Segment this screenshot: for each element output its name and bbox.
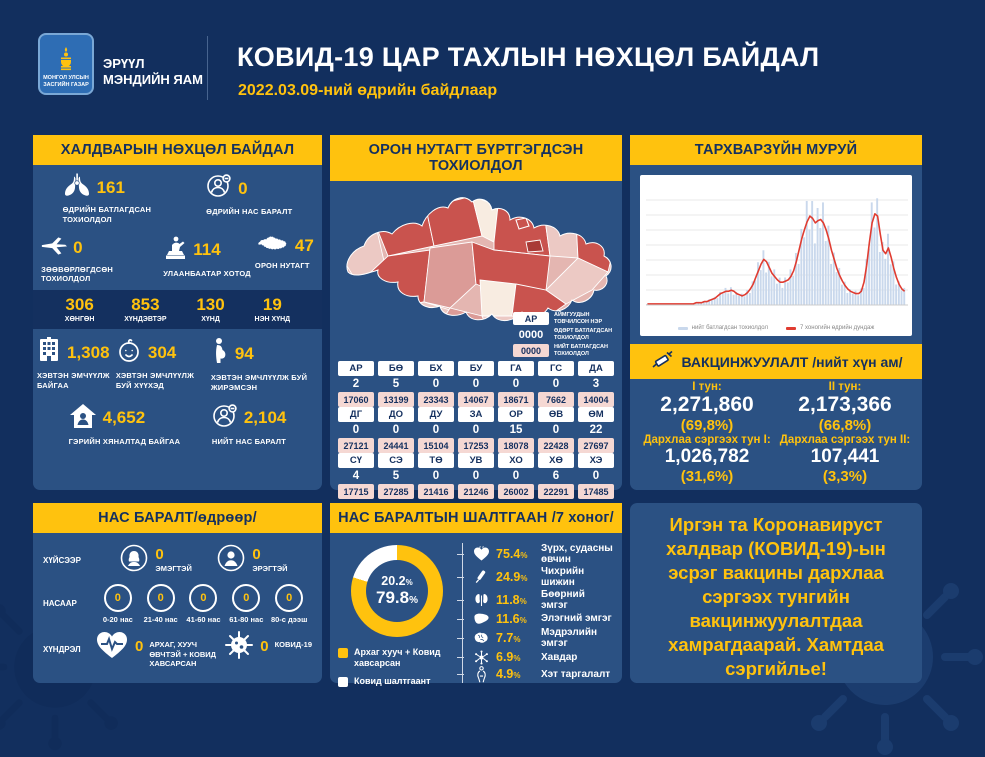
stat-label: ӨДРИЙН НАС БАРАЛТ [206,207,293,216]
region-total-cases: 26002 [498,484,534,499]
cause-row: 24.9% Чихрийн шижин [465,566,614,588]
region-code-cell: ТӨ [418,453,454,468]
region-total-cases: 18671 [498,392,534,407]
region-total-cases: 21246 [458,484,494,499]
stat-value: 4,652 [102,408,146,427]
region-column [458,453,494,499]
booster-1: Дархлаа сэргээх тун I: 1,026,782 (31,6%) [643,434,771,485]
region-column [418,407,454,453]
region-daily-cases: 0 [352,424,360,436]
male-deaths: 0 ЭРЭГТЭЙ [216,543,287,578]
deaths-by-age: НАСААР 0 0-20 нас 0 21-40 нас 0 41-60 нас 0 61-80 нас 0 80-с дээш [43,584,312,624]
stat-label: ГЭРИЙН ХЯНАЛТАД БАЙГАА [68,436,181,446]
body-icon [471,666,491,683]
region-daily-cases: 0 [472,470,480,482]
stat-label: УЛААНБААТАР ХОТОД [163,268,251,278]
region-code-cell: ДГ [338,407,374,422]
stat-total-deaths [212,403,287,447]
logo-text-line2: ЗАСГИЙН ГАЗАР [43,82,89,89]
region-daily-cases: 5 [392,470,400,482]
booster-2: Дархлаа сэргээх тун II: 107,441 (3,3%) [779,434,911,485]
curve-panel [630,135,922,490]
person-death-icon [206,173,232,204]
region-daily-cases: 6 [552,470,560,482]
age-group: 0 41-60 нас [183,584,223,624]
stat-label: ХЭВТЭН ЭМЧҮҮЛЖ БАЙГАА [37,371,110,390]
causes-panel [330,503,622,686]
chart-legend [642,324,910,335]
region-code-cell: СҮ [338,453,374,468]
stat-label: ОРОН НУТАГТ [254,260,310,270]
cancer-cell-icon [471,650,491,665]
person-death-icon [212,403,238,434]
stat-pregnant [211,337,318,393]
heart-pulse-icon [95,630,129,665]
region-total-cases: 24441 [378,438,414,453]
region-column [458,407,494,453]
region-daily-cases: 0 [512,378,520,390]
cause-list [462,543,614,683]
region-code-cell: БӨ [378,361,414,376]
stat-value: 94 [234,343,254,363]
female-icon [119,543,149,578]
region-daily-cases: 0 [392,424,400,436]
region-code-cell: БХ [418,361,454,376]
liver-icon [471,612,491,626]
stat-value: 1,308 [67,342,110,362]
region-code-cell: ГС [538,361,574,376]
region-total-cases: 21416 [418,484,454,499]
header-divider [207,36,208,100]
page-subtitle: 2022.03.09-ний өдрийн байдлаар [238,82,498,99]
region-table-group [338,407,614,453]
causes-panel-title: НАС БАРАЛТЫН ШАЛТГААН /7 хоног/ [330,503,622,533]
region-column [498,407,534,453]
soyombo-icon [59,47,73,73]
page-title: КОВИД-19 ЦАР ТАХЛЫН НӨХЦӨЛ БАЙДАЛ [237,42,820,72]
region-table-group [338,453,614,499]
deaths-by-gender: ХҮЙСЭЭР 0 ЭМЭГТЭЙ 0 ЭРЭГТЭЙ [43,543,312,578]
region-total-cases: 15104 [418,438,454,453]
chart-legend-bars: нийт батлагдсан тохиолдол [678,325,768,331]
stat-value: 114 [193,240,221,259]
vaccination-stats [630,379,922,493]
age-group: 0 0-20 нас [98,584,138,624]
statue-icon [163,235,187,266]
donut-legend-item: Архаг хууч + Ковид хавсарсан [338,647,456,670]
region-total-cases: 22428 [538,438,574,453]
death-cause-donut: 20.2% 79.8% [351,545,443,637]
stat-value: 161 [96,177,125,197]
region-total-cases: 17060 [338,392,374,407]
region-code-cell: ЗА [458,407,494,422]
mongolia-map [330,181,622,359]
region-table [330,359,622,505]
stat-daily-confirmed [63,173,181,225]
deaths-panel-title: НАС БАРАЛТ/өдрөөр/ [33,503,322,533]
region-code-cell: ХЭ [578,453,614,468]
public-message: Иргэн та Коронавируст халдвар (КОВИД-19)-ын эсрэг вакцины дархлаа сэргээх тунгийн вакцинжуулалтдаа хамрагдаарай. Хамтдаа сэргийлье! [666,514,886,680]
region-column [578,407,614,453]
male-icon [216,543,246,578]
cause-row: 11.8% Бөөрний эмгэг [465,589,614,611]
region-daily-cases: 0 [432,424,440,436]
region-code-cell: БУ [458,361,494,376]
diabetes-pen-icon [471,569,491,585]
baby-icon [116,337,142,368]
region-daily-cases: 0 [512,470,520,482]
kidney-icon [471,592,491,608]
region-column [378,453,414,499]
age-group: 0 61-80 нас [226,584,266,624]
stat-transported [41,235,159,285]
region-total-cases: 27697 [578,438,614,453]
region-code-cell: УВ [458,453,494,468]
region-column [538,453,574,499]
region-column [498,453,534,499]
stat-provinces [255,235,314,271]
map-legend [513,312,616,357]
region-total-cases: 22291 [538,484,574,499]
region-column [418,453,454,499]
region-total-cases: 17715 [338,484,374,499]
stat-label: ХЭВТЭН ЭМЧЛҮҮЛЖ БУЙ ХҮҮХЭД [115,371,195,390]
region-daily-cases: 5 [392,378,400,390]
dose-1: I тун: 2,271,860 (69,8%) [660,381,754,435]
infection-panel-title: ХАЛДВАРЫН НӨХЦӨЛ БАЙДАЛ [33,135,322,165]
region-column [338,361,374,407]
deaths-by-complication: ХҮНДРЭЛ 0 АРХАГ, ХУУЧ ӨВЧТЭЙ + КОВИД ХАВСАРСАН 0 КОВИД-19 [43,630,312,669]
stat-label: НИЙТ НАС БАРАЛТ [211,436,287,446]
severity-severe: 130 ХҮНД [196,295,225,323]
map-legend-row: АР АЙМГУУДЫН ТОВЧИЛСОН НЭР [513,312,616,325]
severity-critical: 19 НЭН ХҮНД [254,295,291,323]
cause-row: 4.9% Хэт таргалалт [465,666,614,683]
stat-children [116,337,211,391]
message-panel [630,503,922,683]
region-table-group [338,361,614,407]
logo-text-line1: МОНГОЛ УЛСЫН [43,75,89,82]
vaccination-header [630,344,922,379]
region-code-cell: ДО [378,407,414,422]
virus-icon [224,630,254,665]
region-total-cases: 27121 [338,438,374,453]
region-code-cell: ДУ [418,407,454,422]
region-code-cell: ӨВ [538,407,574,422]
region-daily-cases: 2 [352,378,360,390]
region-daily-cases: 0 [592,470,600,482]
home-icon [69,403,97,434]
region-code-cell: ХО [498,453,534,468]
region-total-cases: 18078 [498,438,534,453]
stat-hospitalized [37,337,116,391]
region-column [538,361,574,407]
stat-value: 304 [147,342,177,362]
region-daily-cases: 15 [509,424,523,436]
region-column [538,407,574,453]
region-daily-cases: 0 [432,378,440,390]
dose-2: II тун: 2,173,366 (66,8%) [798,381,892,435]
comorbid-deaths: 0 АРХАГ, ХУУЧ ӨВЧТЭЙ + КОВИД ХАВСАРСАН [95,630,224,669]
region-column [578,361,614,407]
age-group: 0 21-40 нас [141,584,181,624]
cause-row: 75.4% Зүрх, судасны өвчин [465,543,614,565]
region-code-cell: ӨМ [578,407,614,422]
region-code-cell: СЭ [378,453,414,468]
region-code-cell: АР [338,361,374,376]
curve-panel-title: ТАРХВАРЗҮЙН МУРУЙ [630,135,922,165]
stat-label: ЗӨӨВӨРЛӨГДСӨН ТОХИОЛДОЛ [41,264,114,284]
region-daily-cases: 0 [552,378,560,390]
region-code-cell: ХӨ [538,453,574,468]
region-total-cases: 14067 [458,392,494,407]
mongolia-icon [255,235,289,258]
age-group: 0 80-с дээш [269,584,309,624]
stat-ulaanbaatar [163,235,251,279]
severity-band [33,290,322,329]
map-legend-row: 0000 НИЙТ БАТЛАГДСАН ТОХИОЛДОЛ [513,344,616,357]
epidemiological-chart [640,175,912,336]
header [0,0,950,135]
vaccination-title: ВАКЦИНЖУУЛАЛТ /нийт хүн ам/ [681,353,903,370]
region-code-cell: ДА [578,361,614,376]
region-column [498,361,534,407]
region-total-cases: 27285 [378,484,414,499]
donut-legend [338,647,456,687]
heart-icon [471,546,491,562]
regions-panel [330,135,622,497]
government-logo [38,33,94,95]
ministry-name: ЭРҮҮЛ МЭНДИЙН ЯАМ [103,56,203,88]
region-daily-cases: 22 [589,424,603,436]
stat-value: 0 [73,238,83,257]
airplane-icon [41,235,67,262]
region-column [578,453,614,499]
infection-panel [33,135,322,490]
chart-legend-line: 7 хоногийн өдрийн дундаж [786,325,874,331]
stat-value: 47 [294,236,314,255]
region-code-cell: ГА [498,361,534,376]
region-total-cases: 13199 [378,392,414,407]
stat-label: ХЭВТЭН ЭМЧЛҮҮЛЖ БУЙ ЖИРЭМСЭН [210,373,308,392]
deaths-panel [33,503,322,683]
region-daily-cases: 0 [472,378,480,390]
pregnant-icon [211,337,229,370]
region-daily-cases: 0 [472,424,480,436]
syringe-icon [650,350,674,373]
region-daily-cases: 0 [552,424,560,436]
region-total-cases: 7662 [538,392,574,407]
stat-value: 2,104 [243,408,287,427]
lungs-icon [63,173,91,202]
donut-legend-item: Ковид шалтгаант [338,676,456,687]
region-code-cell: ОР [498,407,534,422]
cause-row: 11.6% Элэгний эмгэг [465,612,614,626]
region-total-cases: 14004 [578,392,614,407]
region-column [418,361,454,407]
region-total-cases: 17253 [458,438,494,453]
hospital-icon [37,337,61,368]
region-column [338,453,374,499]
female-deaths: 0 ЭМЭГТЭЙ [119,543,191,578]
region-column [378,407,414,453]
covid-deaths: 0 КОВИД-19 [224,630,312,665]
cause-row: 6.9% Хавдар [465,650,614,665]
region-column [378,361,414,407]
region-column [458,361,494,407]
severity-mild: 306 ХӨНГӨН [64,295,95,323]
stat-label: ӨДРИЙН БАТЛАГДСАН ТОХИОЛДОЛ [62,205,152,224]
severity-moderate: 853 ХҮНДЭВТЭР [124,295,167,323]
cause-row: 7.7% Мэдрэлийн эмгэг [465,627,614,649]
region-total-cases: 23343 [418,392,454,407]
region-daily-cases: 0 [432,470,440,482]
region-daily-cases: 4 [352,470,360,482]
region-daily-cases: 3 [592,378,600,390]
map-legend-row: 0000 ӨДӨРТ БАТЛАГДСАН ТОХИОЛДОЛ [518,328,613,341]
region-column [338,407,374,453]
stat-value: 0 [238,178,248,198]
region-total-cases: 17485 [578,484,614,499]
brain-icon [471,631,491,645]
regions-panel-title: ОРОН НУТАГТ БҮРТГЭГДСЭН ТОХИОЛДОЛ [330,135,622,181]
stat-home-isolation [69,403,181,447]
stat-daily-deaths [206,173,292,217]
